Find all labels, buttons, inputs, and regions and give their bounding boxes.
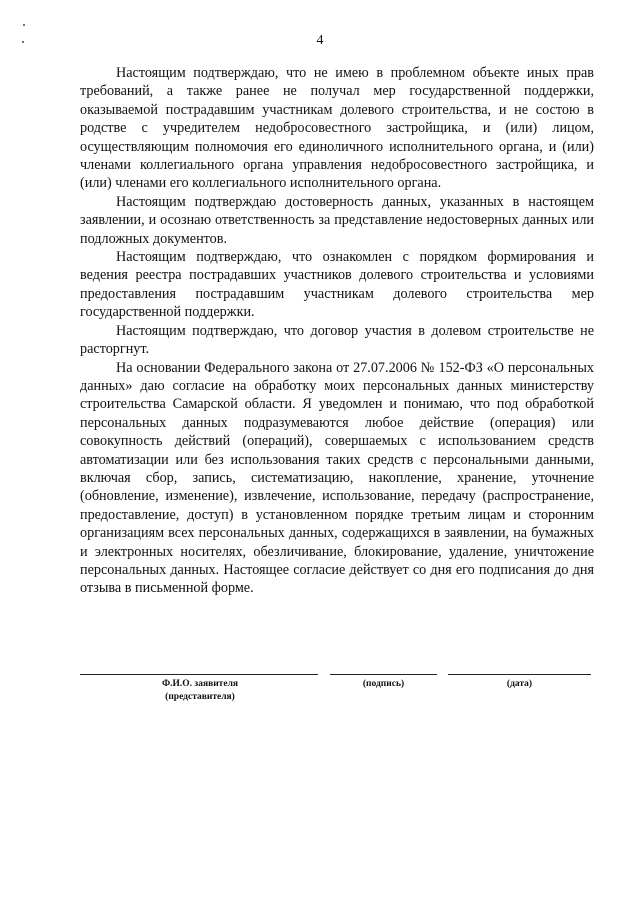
paragraph-no-other-claims: Настоящим подтверждаю, что не имею в проблемном объекте иных прав требований, а также ранее не получал мер государственной поддержки, оказываемой пострадавшим участникам долевого строительства, и не состою в родстве с учредителем недобросовестного застройщика, и (или) лицом, осуществляющим полномочия его единоличного исполнительного органа, и (или) членами коллегиального органа управления недобросовестного застройщика, и (или) членами его коллегиального исполнительного органа. (80, 65, 594, 192)
name-label-line2: (представителя) (165, 691, 235, 702)
paragraph-data-accuracy: Настоящим подтверждаю достоверность данных, указанных в настоящем заявлении, и осознаю ответственность за представление недостоверных данных или подложных документов. (80, 193, 594, 247)
paragraph-personal-data-consent: На основании Федерального закона от 27.07.2006 № 152-ФЗ «О персональных данных» даю согласие на обработку моих персональных данных министерству строительства Самарской области. Я уведомлен и понимаю, что под обработкой персональных данных подразумеваются любое действие (операция) или совокупность действий (операций), совершаемых с использованием средств автоматизации или без использования таких средств с персональными данными, включая сбор, запись, систематизацию, накопление, хранение, уточнение (обновление, изменение), извлечение, использование, передачу (распространение, предоставление, доступ) в установленном порядке третьим лицам и сторонним организациям всех персональных данных, содержащихся в заявлении, на бумажных и электронных носителях, обезличивание, блокирование, удаление, уничтожение персональных данных. Настоящее согласие действует со дня его подписания до дня отзыва в письменной форме. (80, 359, 594, 597)
paragraph-registry-procedure: Настоящим подтверждаю, что ознакомлен с порядком формирования и ведения реестра пострадавших участников долевого строительства и условиями предоставления пострадавшим участникам долевого строительства мер государственной поддержки. (80, 249, 594, 321)
name-signature-line (80, 674, 318, 675)
date-label: (дата) (506, 679, 533, 689)
signature-line (330, 674, 437, 675)
page-number: 4 (316, 33, 324, 48)
name-label (120, 678, 280, 703)
signature-label: (подпись) (362, 679, 405, 689)
paragraph-contract-not-terminated: Настоящим подтверждаю, что договор участия в долевом строительстве не расторгнут. (80, 322, 594, 358)
document-body (80, 64, 594, 598)
name-label-line1: Ф.И.О. заявителя (161, 679, 239, 689)
date-line (448, 674, 591, 675)
scan-speck (23, 24, 25, 26)
